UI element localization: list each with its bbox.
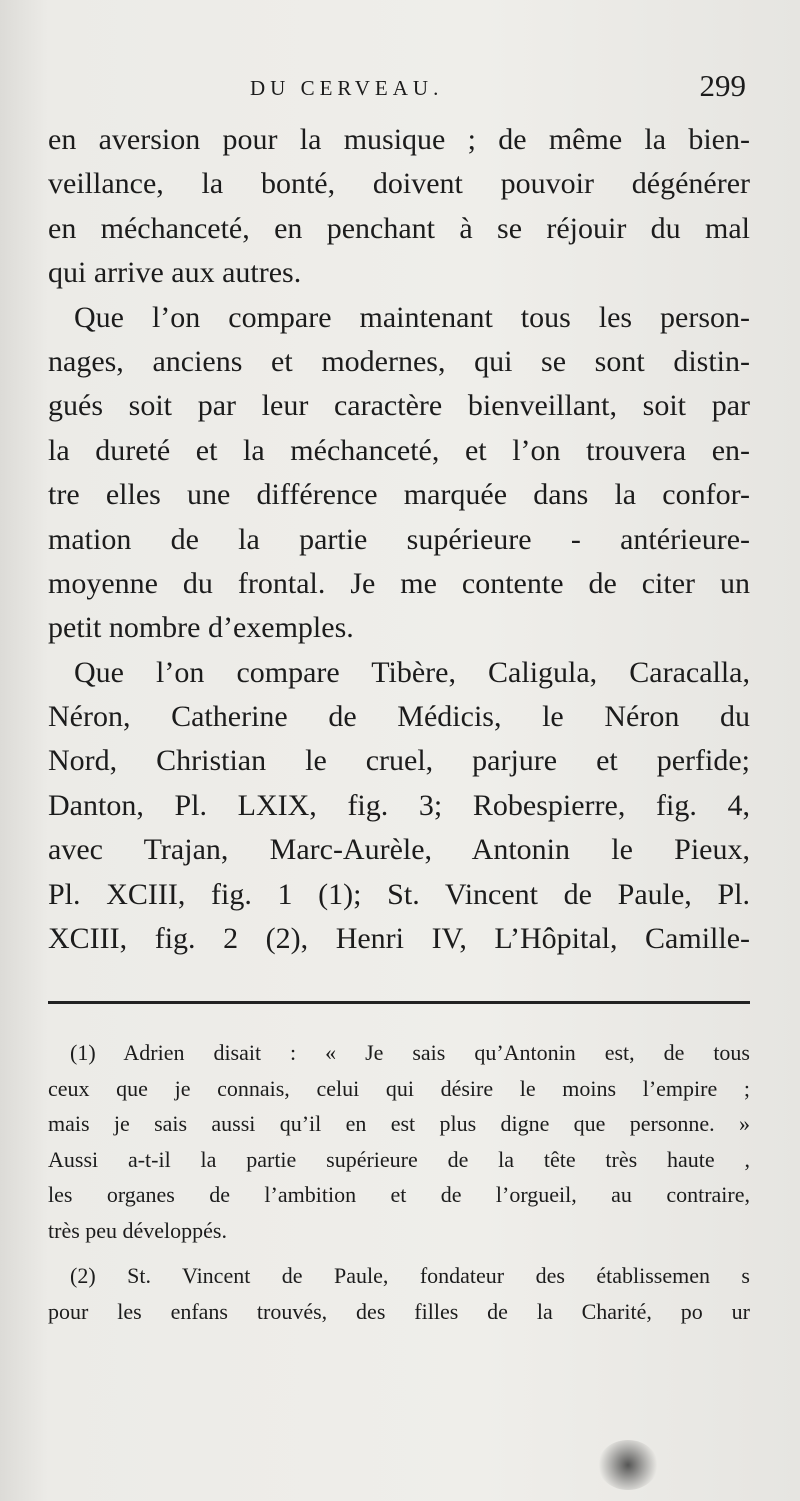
footnote-line: les organes de l’ambition et de l’orgueil, au contraire, — [48, 1182, 750, 1207]
text-line: nages, anciens et modernes, qui se sont distin- — [48, 344, 750, 378]
main-text — [48, 118, 750, 961]
page-header — [50, 68, 750, 112]
footnote-rule — [48, 1001, 750, 1004]
footnote-line: (2) St. Vincent de Paule, fondateur des établissemen s — [70, 1263, 750, 1288]
running-title: DU CERVEAU. — [250, 76, 444, 100]
text-line: Que l’on compare maintenant tous les person- — [74, 300, 750, 334]
text-line: gués soit par leur caractère bienveillant, soit par — [48, 389, 750, 423]
text-line: avec Trajan, Marc-Aurèle, Antonin le Pieux, — [48, 833, 750, 867]
footnotes — [48, 1035, 750, 1329]
text-line: XCIII, fig. 2 (2), Henri IV, L’Hôpital, Camille- — [48, 922, 750, 956]
text-line: Pl. XCIII, fig. 1 (1); St. Vincent de Paule, Pl. — [48, 877, 750, 911]
footnote-line: (1) Adrien disait : « Je sais qu’Antonin est, de tous — [70, 1040, 750, 1065]
text-line: qui arrive aux autres. — [48, 256, 302, 290]
ink-smudge — [598, 1440, 658, 1490]
text-line: Néron, Catherine de Médicis, le Néron du — [48, 700, 750, 734]
footnote-line: ceux que je connais, celui qui désire le moins l’empire ; — [48, 1075, 750, 1101]
text-line: mation de la partie supérieure - antérieure- — [48, 522, 750, 556]
text-line: la dureté et la méchanceté, et l’on trouvera en- — [48, 433, 750, 467]
text-line: veillance, la bonté, doivent pouvoir dégénérer — [48, 167, 750, 201]
footnote-line: mais je sais aussi qu’il en est plus digne que personne. » — [48, 1111, 750, 1136]
text-line: Que l’on compare Tibère, Caligula, Caracalla, — [74, 655, 750, 689]
page-number: 299 — [699, 68, 746, 103]
text-line: Danton, Pl. LXIX, fig. 3; Robespierre, fig. 4, — [48, 788, 750, 822]
text-line: tre elles une différence marquée dans la confor- — [48, 478, 750, 512]
footnote-line: Aussi a-t-il la partie supérieure de la tête très haute , — [48, 1146, 750, 1172]
text-line: moyenne du frontal. Je me contente de citer un — [48, 566, 750, 600]
footnote-line: pour les enfans trouvés, des filles de la Charité, po ur — [48, 1298, 750, 1324]
text-line: en aversion pour la musique ; de même la bien- — [48, 123, 750, 156]
text-line: en méchanceté, en penchant à se réjouir du mal — [48, 211, 750, 245]
footnote-line: très peu développés. — [48, 1217, 227, 1243]
text-line: Nord, Christian le cruel, parjure et perfide; — [48, 744, 750, 778]
text-line: petit nombre d’exemples. — [48, 611, 354, 645]
